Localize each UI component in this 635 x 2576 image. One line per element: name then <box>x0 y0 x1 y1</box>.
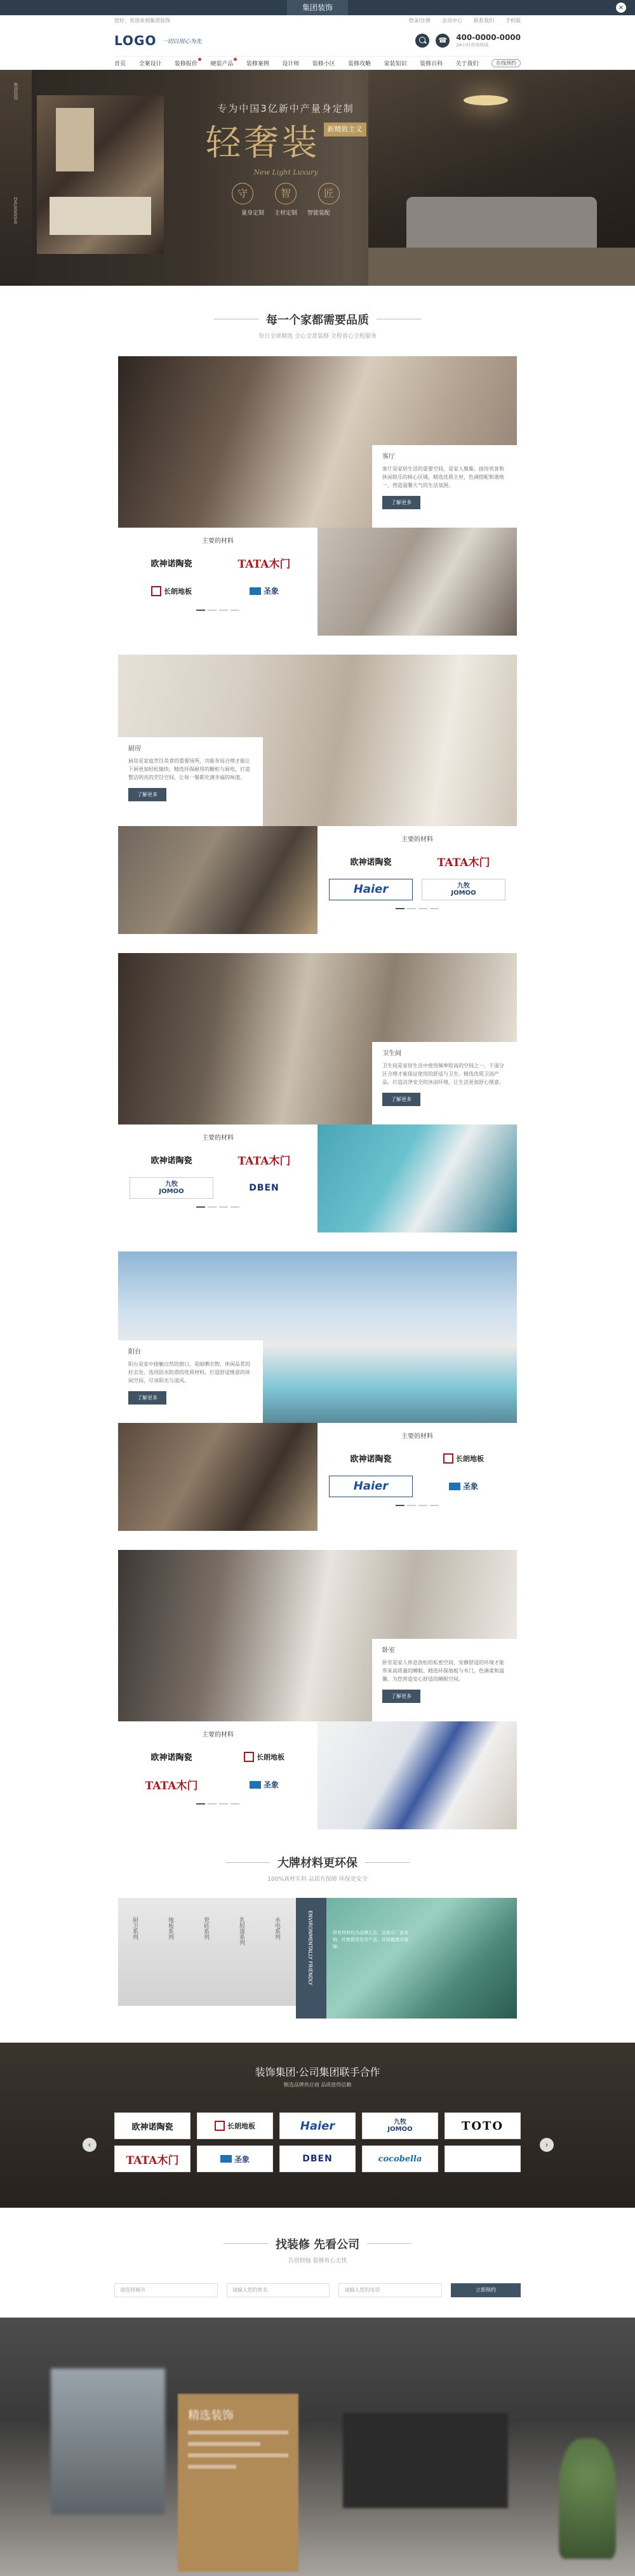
close-icon[interactable]: × <box>616 3 626 13</box>
bottom-banner-title: 精选装饰 <box>188 2409 234 2422</box>
carousel-dots[interactable] <box>118 1803 318 1805</box>
carousel-dots[interactable] <box>318 1505 517 1506</box>
brand-logo[interactable]: TATA木门 <box>437 857 490 869</box>
brand-logo[interactable]: cocobella <box>362 2146 438 2172</box>
banner-big-title: 轻奢装 <box>205 123 320 164</box>
nav-item[interactable]: 装修小区 <box>312 61 335 67</box>
material-category[interactable] <box>118 1898 156 2006</box>
carousel-dots[interactable] <box>318 908 517 909</box>
submit-appointment-button[interactable]: 立即预约 <box>451 2283 521 2297</box>
brand-logo[interactable] <box>222 1746 306 1768</box>
banner-circle-label: 主材定制 <box>274 210 297 217</box>
brand-logo[interactable]: TATA木门 <box>114 2146 190 2172</box>
room-name: 卧室 <box>382 1646 395 1654</box>
login-link[interactable]: 登录/注册 <box>408 17 431 23</box>
logo[interactable] <box>114 33 201 48</box>
banner-circle: 匠 <box>318 183 340 204</box>
room-text: 卫生间是家居生活中使用频率较高的空间之一，干湿分区合理才能保证使用的舒适与卫生。精选优质卫浴产品，打造洁净安全的沐浴环境，让生活更加舒心惬意。 <box>382 1062 504 1085</box>
header <box>114 25 521 56</box>
brand-logo[interactable]: TATA木门 <box>237 558 291 571</box>
brand-logo[interactable] <box>222 580 306 602</box>
kitchen-desc <box>118 737 263 826</box>
section-subtitle: 每日全球精选 全心全意装修 全程省心全程服务 <box>258 333 377 340</box>
section-subtitle: 100%真材实料 品质有保障 环保更安全 <box>267 1876 368 1883</box>
material-category-label: 乳胶漆系列 <box>238 1917 244 1945</box>
room-name: 厨房 <box>128 745 141 752</box>
find-company-section <box>0 2234 635 2297</box>
brand-name: JOMOO <box>451 889 476 897</box>
brand-name: 圣象 <box>263 1780 279 1789</box>
learn-more-button[interactable]: 了解更多 <box>382 1690 420 1703</box>
room-text: 客厅是家居生活的重要空间，是家人聚集、接待宾客和休闲娱乐的核心区域。精选优质主材，色调搭配和谐统一，营造温馨大气的生活氛围。 <box>382 465 504 488</box>
brand-name: 长朗地板 <box>456 1454 484 1463</box>
brand-logo[interactable]: DBEN <box>279 2146 356 2172</box>
materials-panel <box>318 826 517 934</box>
banner-tag: 新精致主义 <box>324 123 366 137</box>
learn-more-button[interactable]: 了解更多 <box>128 1391 166 1405</box>
material-category[interactable] <box>260 1898 298 2006</box>
carousel-dots[interactable] <box>118 610 318 611</box>
room-name: 客厅 <box>382 453 395 460</box>
banner-headline: 专为中国3亿新中产量身定制 <box>217 103 354 114</box>
room-bedroom <box>118 1550 517 1829</box>
materials-panel <box>118 1721 318 1829</box>
nav-item[interactable]: 关于我们 <box>455 61 479 67</box>
brand-logo[interactable]: Haier <box>329 879 413 900</box>
living-desc <box>372 445 517 528</box>
brand-logo[interactable] <box>197 2112 273 2139</box>
bottom-banner-card <box>178 2394 298 2572</box>
section-subtitle: 告别烦恼 装修省心无忧 <box>288 2257 347 2264</box>
brand-logo[interactable] <box>422 1476 505 1497</box>
nav-item[interactable]: 家装知识 <box>384 61 407 67</box>
main-nav <box>114 56 521 70</box>
banner-plant-photo <box>559 2438 616 2559</box>
top-banner-title: 集团装饰 <box>287 0 348 15</box>
nav-item[interactable]: 设计师 <box>282 61 300 67</box>
brand-logo[interactable]: 欧神诺陶瓷 <box>350 858 392 867</box>
balcony-photo-2 <box>118 1423 318 1531</box>
logo-slogan: 一切以用心为先 <box>161 38 202 45</box>
material-category-label: 瓷砖系列 <box>203 1917 209 1940</box>
room-kitchen <box>118 655 517 934</box>
room-name: 阳台 <box>128 1348 141 1356</box>
banner-circle: 智 <box>275 183 297 204</box>
partner-subtitle: 甄选品牌供应商 品质值得信赖 <box>283 2082 352 2088</box>
material-category-label: 水电系列 <box>274 1917 280 1940</box>
member-link[interactable]: 会员中心 <box>442 17 462 23</box>
materials-title: 主要的材料 <box>401 836 433 843</box>
room-balcony <box>118 1251 517 1531</box>
banner-circle-label: 量身定制 <box>241 210 264 217</box>
quality-section-title <box>0 310 635 340</box>
materials-title: 主要的材料 <box>401 1432 433 1440</box>
brand-name: 长朗地板 <box>164 587 192 596</box>
material-active-label: ENVIRONMENTALLY FRIENDLY <box>307 1911 313 1985</box>
materials-panel <box>118 1124 318 1232</box>
banner-script: New Light Luxury <box>253 168 318 177</box>
brand-logo[interactable]: 欧神诺陶瓷 <box>150 1753 192 1763</box>
nav-item[interactable]: 全案设计 <box>138 61 162 67</box>
room-text: 卧室是家人休息放松的私密空间，安静舒适的环境才能带来高质量的睡眠。精选环保地板与木门，色调柔和温馨，为您营造安心舒适的睡眠空间。 <box>382 1659 504 1682</box>
materials-showcase <box>118 1898 517 2019</box>
brand-logo[interactable] <box>130 580 213 602</box>
brand-logo[interactable]: 欧神诺陶瓷 <box>150 1156 192 1166</box>
brand-name: 圣象 <box>263 587 279 596</box>
bottom-banner <box>0 2318 635 2576</box>
section-title: 大牌材料更环保 <box>225 1854 410 1871</box>
section-title: 每一个家都需要品质 <box>214 311 421 328</box>
utility-bar <box>114 15 521 25</box>
brand-logo[interactable]: DBEN <box>249 1182 279 1193</box>
material-caption: 所有材料均为品牌正品，直接从厂家采购，杜绝假冒伪劣产品，环保健康有保障。 <box>333 1930 408 1949</box>
partner-brand-grid <box>114 2112 521 2172</box>
banner-tv-photo <box>343 2413 508 2508</box>
brand-logo[interactable] <box>197 2146 273 2172</box>
brand-logo[interactable] <box>422 1448 505 1469</box>
material-category-label: 地板系列 <box>167 1917 173 1940</box>
banner-side-strip <box>0 70 32 286</box>
nav-item[interactable]: 硬装产品 <box>210 59 233 67</box>
materials-title: 主要的材料 <box>202 537 234 545</box>
name-input[interactable]: 请输入您的姓名 <box>227 2283 330 2297</box>
materials-title: 主要的材料 <box>202 1731 234 1738</box>
hero-banner[interactable] <box>0 70 635 286</box>
nav-item[interactable]: 装修案例 <box>246 61 269 67</box>
material-category[interactable] <box>189 1898 227 2006</box>
brand-name: 圣象 <box>462 1482 478 1491</box>
brand-logo[interactable]: KEBEBOM <box>444 2146 521 2172</box>
brand-name: 九牧 <box>165 1180 178 1188</box>
banner-window-photo <box>51 2368 165 2514</box>
brand-name: 九牧 <box>394 2119 406 2126</box>
brand-logo[interactable] <box>130 1177 213 1199</box>
banner-copy <box>190 102 381 217</box>
hotline <box>456 33 521 48</box>
materials-panel <box>318 1423 517 1531</box>
brand-logo[interactable]: 欧神诺陶瓷 <box>150 559 192 569</box>
nav-item[interactable]: 装修百科 <box>420 61 443 67</box>
brand-logo[interactable] <box>362 2112 438 2139</box>
bedroom-desc <box>372 1639 517 1721</box>
living-room-photo-2 <box>318 528 517 636</box>
brand-logo[interactable] <box>422 879 505 900</box>
material-category[interactable] <box>225 1898 263 2006</box>
balcony-desc <box>118 1340 263 1423</box>
carousel-dots[interactable] <box>118 1206 318 1208</box>
hotline-number: 400-0000-0000 <box>456 33 521 42</box>
city-select[interactable]: 请选择城市 <box>114 2283 218 2297</box>
brand-logo[interactable] <box>222 1774 306 1796</box>
brand-logo[interactable]: 欧神诺陶瓷 <box>350 1455 392 1464</box>
nav-item[interactable]: 装修报价 <box>175 59 197 67</box>
top-banner-bar <box>0 0 635 15</box>
brand-name: JOMOO <box>159 1187 184 1195</box>
section-title: 找装修 先看公司 <box>224 2236 411 2252</box>
brand-logo[interactable]: Haier <box>329 1476 413 1497</box>
room-bathroom <box>118 953 517 1232</box>
learn-more-button[interactable]: 了解更多 <box>128 788 166 801</box>
search-icon[interactable] <box>415 34 429 48</box>
brand-name: 长朗地板 <box>227 2122 255 2130</box>
materials-panel <box>118 528 318 636</box>
materials-section-title <box>0 1853 635 1883</box>
banner-bedroom-photo <box>37 95 164 254</box>
nav-item[interactable]: 装修攻略 <box>348 61 371 67</box>
hotline-sub: 24小时咨询热线 <box>456 43 489 48</box>
brand-name: JOMOO <box>387 2126 413 2133</box>
appointment-form <box>114 2283 521 2297</box>
banner-circle-label: 智能装配 <box>307 210 331 217</box>
learn-more-button[interactable]: 了解更多 <box>382 496 420 509</box>
room-text: 厨房是家庭烹饪美食的重要场所，功能布局合理才能让下厨更加轻松愉快。精选环保耐用的橱柜与厨电，打造整洁明亮的烹饪空间，让每一餐都充满幸福的味道。 <box>128 757 250 780</box>
brand-logo[interactable]: 欧神诺陶瓷 <box>114 2112 190 2139</box>
room-text: 阳台是家中接触自然的窗口，是晾晒衣物、休闲品茗的好去处。选用防水防滑的优质材料，打造舒适惬意的休闲空间，尽享阳光与清风。 <box>128 1361 250 1384</box>
banner-living-photo <box>368 70 635 286</box>
logo-text: LOGO <box>114 33 157 48</box>
material-photo <box>326 1898 517 2019</box>
brand-logo[interactable]: Haier <box>279 2112 356 2139</box>
room-living <box>118 356 517 636</box>
material-category[interactable] <box>154 1898 192 2006</box>
welcome-text: 您好，欢迎来到集团装饰 <box>114 17 170 23</box>
phone-input[interactable]: 请输入您的电话 <box>338 2283 442 2297</box>
bathroom-photo-2 <box>318 1124 517 1232</box>
materials-title: 主要的材料 <box>202 1134 234 1142</box>
material-category-label: 厨卫系列 <box>131 1917 138 1940</box>
brand-logo[interactable]: TOTO <box>444 2112 521 2139</box>
bedroom-photo-2 <box>318 1721 517 1829</box>
bathroom-desc <box>372 1042 517 1124</box>
brand-name: 圣象 <box>234 2154 250 2164</box>
chevron-left-icon[interactable]: ‹ <box>83 2138 97 2152</box>
partner-section <box>0 2043 635 2208</box>
brand-name: 长朗地板 <box>257 1752 284 1761</box>
nav-item[interactable]: 首页 <box>114 61 126 67</box>
brand-name: 九牧 <box>457 882 470 890</box>
brand-logo[interactable]: TATA木门 <box>237 1155 291 1168</box>
phone-icon: ☎ <box>436 34 450 48</box>
mobile-link[interactable]: 手机版 <box>505 17 521 23</box>
contact-link[interactable]: 联系我们 <box>474 17 494 23</box>
room-name: 卫生间 <box>382 1050 401 1057</box>
kitchen-photo-2 <box>118 826 318 934</box>
banner-side-text: 集团装饰 <box>13 83 18 100</box>
banner-circle: 守 <box>232 183 253 204</box>
brand-logo[interactable]: TATA木门 <box>145 1780 198 1792</box>
material-active-tab[interactable] <box>296 1898 326 2019</box>
learn-more-button[interactable]: 了解更多 <box>382 1093 420 1106</box>
partner-title: 装饰集团·公司集团联手合作 <box>255 2066 380 2078</box>
chevron-right-icon[interactable]: › <box>540 2138 554 2152</box>
appointment-button[interactable]: 在线预约 <box>491 59 521 67</box>
banner-side-text: ZHUANGSHI <box>13 197 18 224</box>
